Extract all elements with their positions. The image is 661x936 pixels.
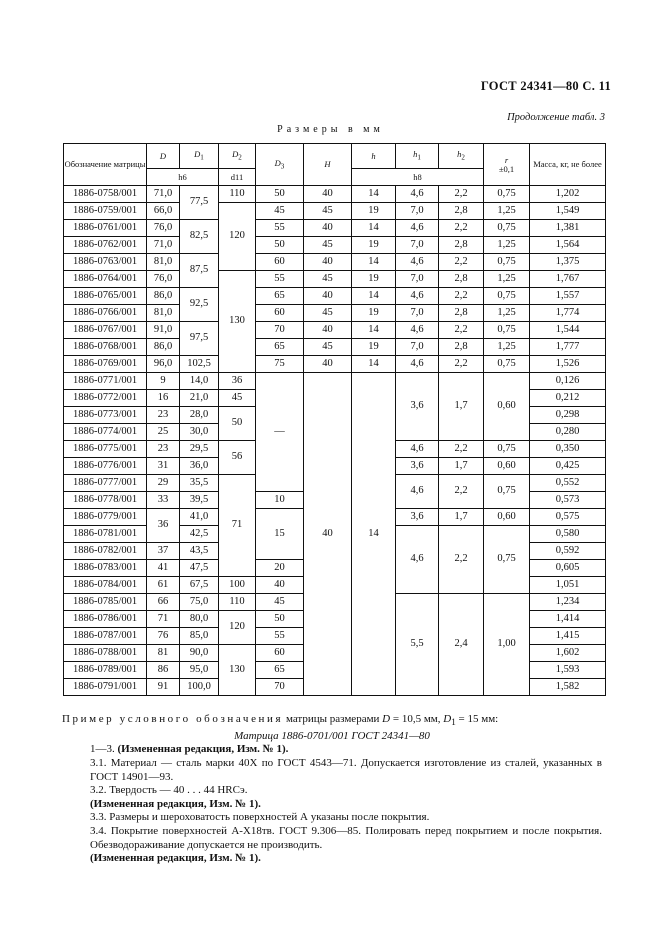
cell-designation: 1886-0786/001 [64, 611, 147, 628]
cell-r: 0,75 [484, 475, 530, 509]
cell-D3: — [256, 373, 304, 492]
table-row [64, 271, 606, 288]
cell-H: 40 [304, 373, 352, 696]
cell-r: 0,75 [484, 288, 530, 305]
cell-h2: 2,8 [439, 271, 484, 288]
cell-h1: 7,0 [396, 271, 439, 288]
cell-mass: 0,605 [530, 560, 606, 577]
cell-r: 0,60 [484, 509, 530, 526]
cell-designation: 1886-0775/001 [64, 441, 147, 458]
cell-D3: 45 [256, 203, 304, 220]
cell-designation: 1886-0785/001 [64, 594, 147, 611]
cell-D1: 97,5 [180, 322, 219, 356]
header-D1: $D_1$ [180, 144, 219, 169]
cell-h1: 4,6 [396, 254, 439, 271]
cell-designation: 1886-0769/001 [64, 356, 147, 373]
cell-D3: 60 [256, 645, 304, 662]
header-r: r ±0,1 [484, 144, 530, 186]
cell-D: 31 [147, 458, 180, 475]
cell-h1: 4,6 [396, 475, 439, 509]
cell-H: 45 [304, 305, 352, 322]
cell-mass: 0,575 [530, 509, 606, 526]
note-3-2: 3.2. Твердость — 40 . . . 44 HRCэ. [90, 784, 248, 797]
cell-D3: 45 [256, 594, 304, 611]
cell-D1: 36,0 [180, 458, 219, 475]
cell-h: 19 [352, 237, 396, 254]
table-row [64, 220, 606, 237]
header-D: D [147, 144, 180, 169]
cell-D: 96,0 [147, 356, 180, 373]
header-H: H [304, 144, 352, 186]
cell-designation: 1886-0787/001 [64, 628, 147, 645]
cell-mass: 1,767 [530, 271, 606, 288]
cell-D2: 110 [219, 594, 256, 611]
cell-mass: 1,375 [530, 254, 606, 271]
cell-D: 37 [147, 543, 180, 560]
table-continuation-label: Продолжение табл. 3 [507, 112, 605, 123]
cell-D2: 120 [219, 203, 256, 271]
cell-D1: 82,5 [180, 220, 219, 254]
note-3-1: 3.1. Материал — сталь марки 40Х по ГОСТ 4543—71. Допускается изготовление из сталей, указанных в ГОСТ 14901—93. [90, 756, 602, 783]
cell-h1: 4,6 [396, 526, 439, 594]
header-D2: $D_2$ [219, 144, 256, 169]
cell-mass: 1,549 [530, 203, 606, 220]
cell-h: 19 [352, 305, 396, 322]
cell-D: 29 [147, 475, 180, 492]
cell-r: 1,00 [484, 594, 530, 696]
cell-D1: 75,0 [180, 594, 219, 611]
cell-h: 14 [352, 288, 396, 305]
cell-mass: 1,777 [530, 339, 606, 356]
cell-designation: 1886-0771/001 [64, 373, 147, 390]
cell-designation: 1886-0783/001 [64, 560, 147, 577]
cell-r: 1,25 [484, 339, 530, 356]
cell-mass: 1,544 [530, 322, 606, 339]
cell-r: 0,75 [484, 322, 530, 339]
cell-r: 0,75 [484, 356, 530, 373]
cell-h: 14 [352, 254, 396, 271]
cell-D2: 120 [219, 611, 256, 645]
cell-h1: 4,6 [396, 220, 439, 237]
cell-D3: 55 [256, 220, 304, 237]
designation-example-title: Матрица 1886-0701/001 ГОСТ 24341—80 [234, 729, 430, 742]
cell-h1: 3,6 [396, 373, 439, 441]
cell-D1: 85,0 [180, 628, 219, 645]
cell-D: 76 [147, 628, 180, 645]
cell-designation: 1886-0761/001 [64, 220, 147, 237]
cell-mass: 1,582 [530, 679, 606, 696]
cell-D: 36 [147, 509, 180, 543]
table-row [64, 356, 606, 373]
cell-D3: 40 [256, 577, 304, 594]
cell-designation: 1886-0768/001 [64, 339, 147, 356]
cell-D: 91 [147, 679, 180, 696]
cell-D2: 130 [219, 271, 256, 373]
cell-r: 0,75 [484, 441, 530, 458]
cell-D: 86,0 [147, 288, 180, 305]
cell-D1: 80,0 [180, 611, 219, 628]
cell-H: 45 [304, 339, 352, 356]
cell-D1: 67,5 [180, 577, 219, 594]
cell-D1: 41,0 [180, 509, 219, 526]
cell-h: 14 [352, 356, 396, 373]
cell-h: 14 [352, 373, 396, 696]
cell-H: 40 [304, 220, 352, 237]
cell-designation: 1886-0767/001 [64, 322, 147, 339]
table-row [64, 305, 606, 322]
dimensions-caption: Размеры в мм [277, 124, 384, 135]
cell-D1: 92,5 [180, 288, 219, 322]
table-row [64, 237, 606, 254]
header-h2: $h_2$ [439, 144, 484, 169]
table-row [64, 186, 606, 203]
header-designation: Обозначение матрицы [64, 144, 147, 186]
cell-mass: 0,552 [530, 475, 606, 492]
cell-H: 40 [304, 186, 352, 203]
cell-h2: 2,2 [439, 322, 484, 339]
cell-r: 0,75 [484, 186, 530, 203]
cell-designation: 1886-0759/001 [64, 203, 147, 220]
cell-mass: 0,212 [530, 390, 606, 407]
cell-D1: 39,5 [180, 492, 219, 509]
cell-D: 71 [147, 611, 180, 628]
cell-mass: 0,425 [530, 458, 606, 475]
cell-D1: 47,5 [180, 560, 219, 577]
header-h1: $h_1$ [396, 144, 439, 169]
header-mass: Масса, кг, не более [530, 144, 606, 186]
cell-mass: 1,557 [530, 288, 606, 305]
cell-h1: 5,5 [396, 594, 439, 696]
cell-D3: 50 [256, 611, 304, 628]
cell-h1: 4,6 [396, 186, 439, 203]
cell-h2: 1,7 [439, 373, 484, 441]
cell-D: 71,0 [147, 186, 180, 203]
cell-D1: 43,5 [180, 543, 219, 560]
cell-mass: 1,564 [530, 237, 606, 254]
cell-mass: 1,593 [530, 662, 606, 679]
cell-r: 1,25 [484, 305, 530, 322]
cell-h2: 2,8 [439, 339, 484, 356]
cell-D: 23 [147, 441, 180, 458]
cell-D: 81,0 [147, 305, 180, 322]
cell-r: 0,75 [484, 220, 530, 237]
notes-section [62, 713, 602, 866]
note-3-2-change: (Измененная редакция, Изм. № 1). [90, 797, 261, 810]
cell-H: 40 [304, 322, 352, 339]
cell-h1: 3,6 [396, 458, 439, 475]
cell-D: 16 [147, 390, 180, 407]
cell-h1: 3,6 [396, 509, 439, 526]
cell-r: 1,25 [484, 237, 530, 254]
cell-mass: 0,573 [530, 492, 606, 509]
note-3-3: 3.3. Размеры и шероховатость поверхностей А указаны после покрытия. [90, 811, 430, 824]
cell-r: 0,75 [484, 254, 530, 271]
cell-D: 25 [147, 424, 180, 441]
cell-D3: 50 [256, 186, 304, 203]
cell-D3: 65 [256, 288, 304, 305]
cell-D: 9 [147, 373, 180, 390]
cell-D3: 70 [256, 322, 304, 339]
cell-designation: 1886-0773/001 [64, 407, 147, 424]
cell-designation: 1886-0772/001 [64, 390, 147, 407]
cell-D3: 70 [256, 679, 304, 696]
cell-D2: 110 [219, 186, 256, 203]
table-row [64, 373, 606, 390]
cell-D1: 100,0 [180, 679, 219, 696]
cell-H: 40 [304, 254, 352, 271]
cell-h2: 2,8 [439, 305, 484, 322]
cell-designation: 1886-0776/001 [64, 458, 147, 475]
cell-D3: 60 [256, 254, 304, 271]
cell-mass: 1,526 [530, 356, 606, 373]
header-tolerance-h6: h6 [147, 169, 219, 186]
cell-mass: 0,580 [530, 526, 606, 543]
cell-D3: 60 [256, 305, 304, 322]
cell-mass: 0,126 [530, 373, 606, 390]
cell-D1: 29,5 [180, 441, 219, 458]
page-header-title: ГОСТ 24341—80 С. 11 [480, 79, 611, 93]
header-tolerance-d11: d11 [219, 169, 256, 186]
cell-mass: 0,280 [530, 424, 606, 441]
cell-r: 0,60 [484, 373, 530, 441]
table-row [64, 203, 606, 220]
header-h: h [352, 144, 396, 169]
cell-D1: 21,0 [180, 390, 219, 407]
cell-h: 19 [352, 271, 396, 288]
cell-designation: 1886-0762/001 [64, 237, 147, 254]
cell-H: 40 [304, 288, 352, 305]
cell-D1: 77,5 [180, 186, 219, 220]
cell-D1: 95,0 [180, 662, 219, 679]
cell-D: 66,0 [147, 203, 180, 220]
cell-D: 91,0 [147, 322, 180, 339]
table-row [64, 322, 606, 339]
cell-D3: 20 [256, 560, 304, 577]
cell-mass: 1,415 [530, 628, 606, 645]
cell-mass: 0,298 [530, 407, 606, 424]
cell-D1: 42,5 [180, 526, 219, 543]
cell-D: 81 [147, 645, 180, 662]
cell-h2: 2,2 [439, 356, 484, 373]
note-3-4-change: (Измененная редакция, Изм. № 1). [90, 852, 261, 865]
cell-D: 23 [147, 407, 180, 424]
cell-D2: 45 [219, 390, 256, 407]
dimensions-table [63, 143, 606, 696]
cell-D3: 65 [256, 662, 304, 679]
cell-r: 0,60 [484, 458, 530, 475]
cell-designation: 1886-0782/001 [64, 543, 147, 560]
cell-D1: 87,5 [180, 254, 219, 288]
cell-designation: 1886-0778/001 [64, 492, 147, 509]
cell-H: 45 [304, 237, 352, 254]
cell-D: 81,0 [147, 254, 180, 271]
cell-h: 19 [352, 203, 396, 220]
cell-h: 19 [352, 339, 396, 356]
cell-designation: 1886-0764/001 [64, 271, 147, 288]
cell-h1: 4,6 [396, 322, 439, 339]
cell-D: 33 [147, 492, 180, 509]
cell-D: 76,0 [147, 271, 180, 288]
cell-D2: 130 [219, 645, 256, 696]
cell-h2: 2,2 [439, 475, 484, 509]
cell-D1: 14,0 [180, 373, 219, 390]
cell-h2: 2,2 [439, 220, 484, 237]
cell-h2: 2,2 [439, 526, 484, 594]
cell-mass: 1,774 [530, 305, 606, 322]
cell-h1: 7,0 [396, 237, 439, 254]
cell-r: 0,75 [484, 526, 530, 594]
cell-D2: 50 [219, 407, 256, 441]
cell-h: 14 [352, 186, 396, 203]
cell-designation: 1886-0766/001 [64, 305, 147, 322]
cell-mass: 1,414 [530, 611, 606, 628]
cell-designation: 1886-0784/001 [64, 577, 147, 594]
cell-designation: 1886-0788/001 [64, 645, 147, 662]
cell-h1: 7,0 [396, 203, 439, 220]
cell-h1: 4,6 [396, 441, 439, 458]
cell-mass: 1,051 [530, 577, 606, 594]
cell-h2: 2,4 [439, 594, 484, 696]
cell-h2: 2,2 [439, 186, 484, 203]
cell-designation: 1886-0777/001 [64, 475, 147, 492]
cell-mass: 0,592 [530, 543, 606, 560]
cell-D2: 56 [219, 441, 256, 475]
cell-H: 45 [304, 271, 352, 288]
cell-designation: 1886-0765/001 [64, 288, 147, 305]
cell-D3: 65 [256, 339, 304, 356]
cell-D2: 100 [219, 577, 256, 594]
cell-h1: 4,6 [396, 356, 439, 373]
cell-designation: 1886-0758/001 [64, 186, 147, 203]
note-1-3: 1—3. (Измененная редакция, Изм. № 1). [90, 743, 289, 756]
cell-h2: 2,8 [439, 237, 484, 254]
cell-D: 86,0 [147, 339, 180, 356]
table-row [64, 254, 606, 271]
cell-designation: 1886-0774/001 [64, 424, 147, 441]
cell-h2: 2,2 [439, 441, 484, 458]
cell-H: 45 [304, 203, 352, 220]
note-3-4: 3.4. Покрытие поверхностей А-Х18тв. ГОСТ 9.306—85. Полировать перед покрытием и после покрытия. Обезводораживание допускается не производить. [90, 824, 602, 851]
cell-D3: 15 [256, 509, 304, 560]
cell-D: 86 [147, 662, 180, 679]
cell-mass: 0,350 [530, 441, 606, 458]
cell-r: 1,25 [484, 203, 530, 220]
cell-designation: 1886-0763/001 [64, 254, 147, 271]
cell-h2: 2,2 [439, 288, 484, 305]
cell-D1: 90,0 [180, 645, 219, 662]
cell-mass: 1,602 [530, 645, 606, 662]
cell-D3: 10 [256, 492, 304, 509]
cell-D3: 75 [256, 356, 304, 373]
cell-D1: 30,0 [180, 424, 219, 441]
cell-D2: 71 [219, 475, 256, 577]
designation-example: Пример условного обозначения матрицы размерами D = 10,5 мм, $D_1 = 15$ мм: [62, 713, 499, 728]
cell-D: 71,0 [147, 237, 180, 254]
header-D3: $D_3$ [256, 144, 304, 186]
cell-h2: 1,7 [439, 458, 484, 475]
cell-designation: 1886-0781/001 [64, 526, 147, 543]
cell-D2: 36 [219, 373, 256, 390]
cell-mass: 1,234 [530, 594, 606, 611]
cell-h2: 1,7 [439, 509, 484, 526]
table-row [64, 339, 606, 356]
cell-h: 14 [352, 220, 396, 237]
cell-D: 61 [147, 577, 180, 594]
header-tolerance-h8: h8 [352, 169, 484, 186]
cell-D1: 35,5 [180, 475, 219, 492]
cell-D: 66 [147, 594, 180, 611]
cell-H: 40 [304, 356, 352, 373]
cell-D1: 28,0 [180, 407, 219, 424]
cell-h2: 2,8 [439, 203, 484, 220]
cell-mass: 1,202 [530, 186, 606, 203]
cell-h: 14 [352, 322, 396, 339]
cell-D3: 50 [256, 237, 304, 254]
cell-h2: 2,2 [439, 254, 484, 271]
cell-mass: 1,381 [530, 220, 606, 237]
cell-D1: 102,5 [180, 356, 219, 373]
cell-designation: 1886-0779/001 [64, 509, 147, 526]
table-row [64, 288, 606, 305]
cell-h1: 7,0 [396, 339, 439, 356]
cell-designation: 1886-0789/001 [64, 662, 147, 679]
cell-D3: 55 [256, 271, 304, 288]
cell-D3: 55 [256, 628, 304, 645]
cell-D: 41 [147, 560, 180, 577]
cell-h1: 4,6 [396, 288, 439, 305]
cell-designation: 1886-0791/001 [64, 679, 147, 696]
cell-r: 1,25 [484, 271, 530, 288]
cell-D: 76,0 [147, 220, 180, 237]
cell-h1: 7,0 [396, 305, 439, 322]
